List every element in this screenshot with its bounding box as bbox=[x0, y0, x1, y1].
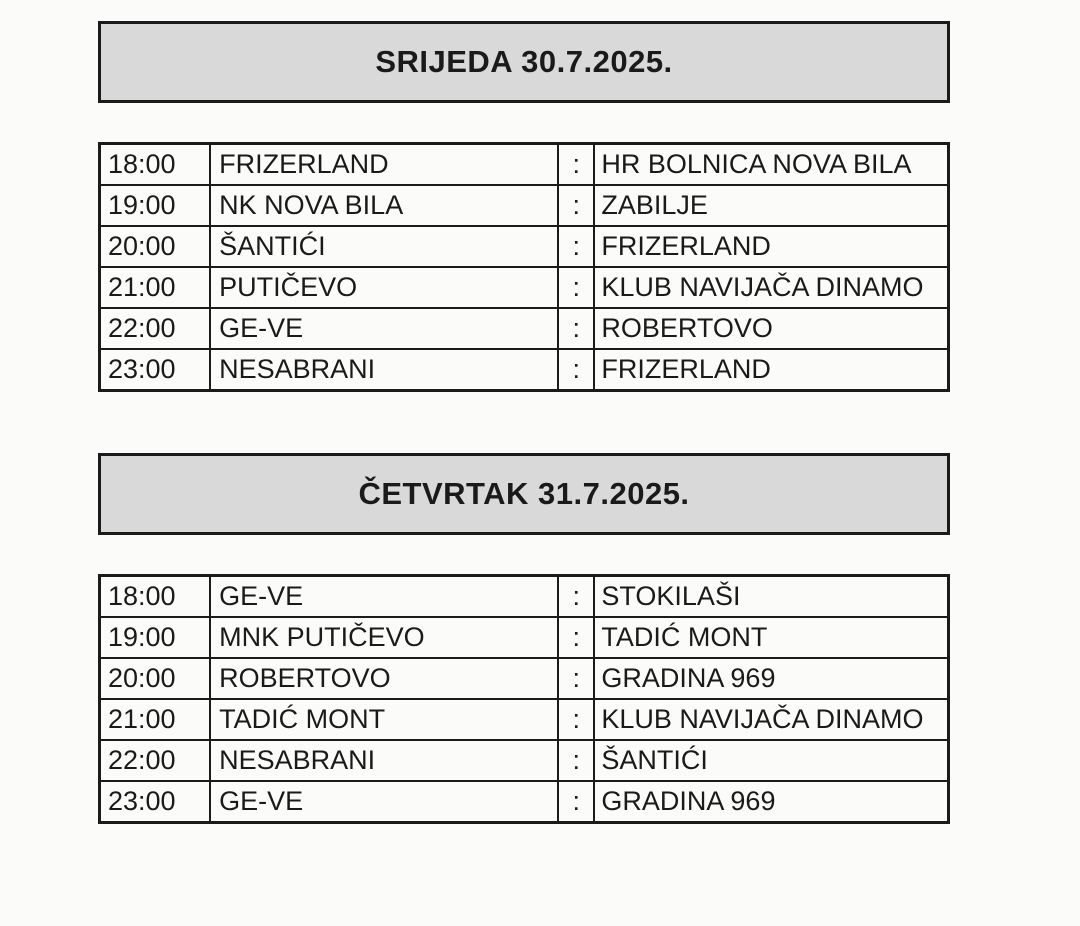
away-team: FRIZERLAND bbox=[594, 226, 948, 267]
match-time: 20:00 bbox=[100, 658, 211, 699]
match-time: 23:00 bbox=[100, 781, 211, 823]
score-separator: : bbox=[558, 576, 594, 618]
score-separator: : bbox=[558, 185, 594, 226]
home-team: NESABRANI bbox=[210, 349, 558, 391]
match-time: 18:00 bbox=[100, 576, 211, 618]
away-team: STOKILAŠI bbox=[594, 576, 948, 618]
score-separator: : bbox=[558, 267, 594, 308]
score-separator: : bbox=[558, 226, 594, 267]
score-separator: : bbox=[558, 349, 594, 391]
table-row bbox=[100, 658, 949, 699]
home-team: PUTIČEVO bbox=[210, 267, 558, 308]
home-team: NK NOVA BILA bbox=[210, 185, 558, 226]
score-separator: : bbox=[558, 658, 594, 699]
away-team: GRADINA 969 bbox=[594, 781, 948, 823]
schedule-table-wednesday bbox=[98, 142, 950, 392]
away-team: GRADINA 969 bbox=[594, 658, 948, 699]
score-separator: : bbox=[558, 308, 594, 349]
home-team: GE-VE bbox=[210, 576, 558, 618]
match-time: 22:00 bbox=[100, 740, 211, 781]
match-time: 19:00 bbox=[100, 185, 211, 226]
table-row bbox=[100, 226, 949, 267]
score-separator: : bbox=[558, 781, 594, 823]
day-header-wednesday-title: SRIJEDA 30.7.2025. bbox=[375, 44, 673, 79]
table-row bbox=[100, 267, 949, 308]
table-row bbox=[100, 308, 949, 349]
match-time: 22:00 bbox=[100, 308, 211, 349]
away-team: TADIĆ MONT bbox=[594, 617, 948, 658]
table-row bbox=[100, 576, 949, 618]
away-team: HR BOLNICA NOVA BILA bbox=[594, 144, 948, 186]
home-team: ROBERTOVO bbox=[210, 658, 558, 699]
home-team: GE-VE bbox=[210, 308, 558, 349]
match-time: 19:00 bbox=[100, 617, 211, 658]
score-separator: : bbox=[558, 699, 594, 740]
home-team: ŠANTIĆI bbox=[210, 226, 558, 267]
away-team: ZABILJE bbox=[594, 185, 948, 226]
home-team: FRIZERLAND bbox=[210, 144, 558, 186]
away-team: ŠANTIĆI bbox=[594, 740, 948, 781]
match-time: 20:00 bbox=[100, 226, 211, 267]
table-row bbox=[100, 144, 949, 186]
table-row bbox=[100, 699, 949, 740]
score-separator: : bbox=[558, 144, 594, 186]
match-time: 21:00 bbox=[100, 699, 211, 740]
schedule-table-thursday bbox=[98, 574, 950, 824]
table-row bbox=[100, 349, 949, 391]
away-team: FRIZERLAND bbox=[594, 349, 948, 391]
table-row bbox=[100, 781, 949, 823]
table-row bbox=[100, 185, 949, 226]
day-header-wednesday bbox=[98, 21, 950, 103]
home-team: MNK PUTIČEVO bbox=[210, 617, 558, 658]
home-team: GE-VE bbox=[210, 781, 558, 823]
day-header-thursday-title: ČETVRTAK 31.7.2025. bbox=[358, 476, 690, 511]
score-separator: : bbox=[558, 617, 594, 658]
day-header-thursday bbox=[98, 453, 950, 535]
away-team: KLUB NAVIJAČA DINAMO bbox=[594, 267, 948, 308]
home-team: TADIĆ MONT bbox=[210, 699, 558, 740]
away-team: ROBERTOVO bbox=[594, 308, 948, 349]
match-time: 23:00 bbox=[100, 349, 211, 391]
table-row bbox=[100, 740, 949, 781]
home-team: NESABRANI bbox=[210, 740, 558, 781]
score-separator: : bbox=[558, 740, 594, 781]
table-row bbox=[100, 617, 949, 658]
away-team: KLUB NAVIJAČA DINAMO bbox=[594, 699, 948, 740]
match-time: 21:00 bbox=[100, 267, 211, 308]
match-time: 18:00 bbox=[100, 144, 211, 186]
